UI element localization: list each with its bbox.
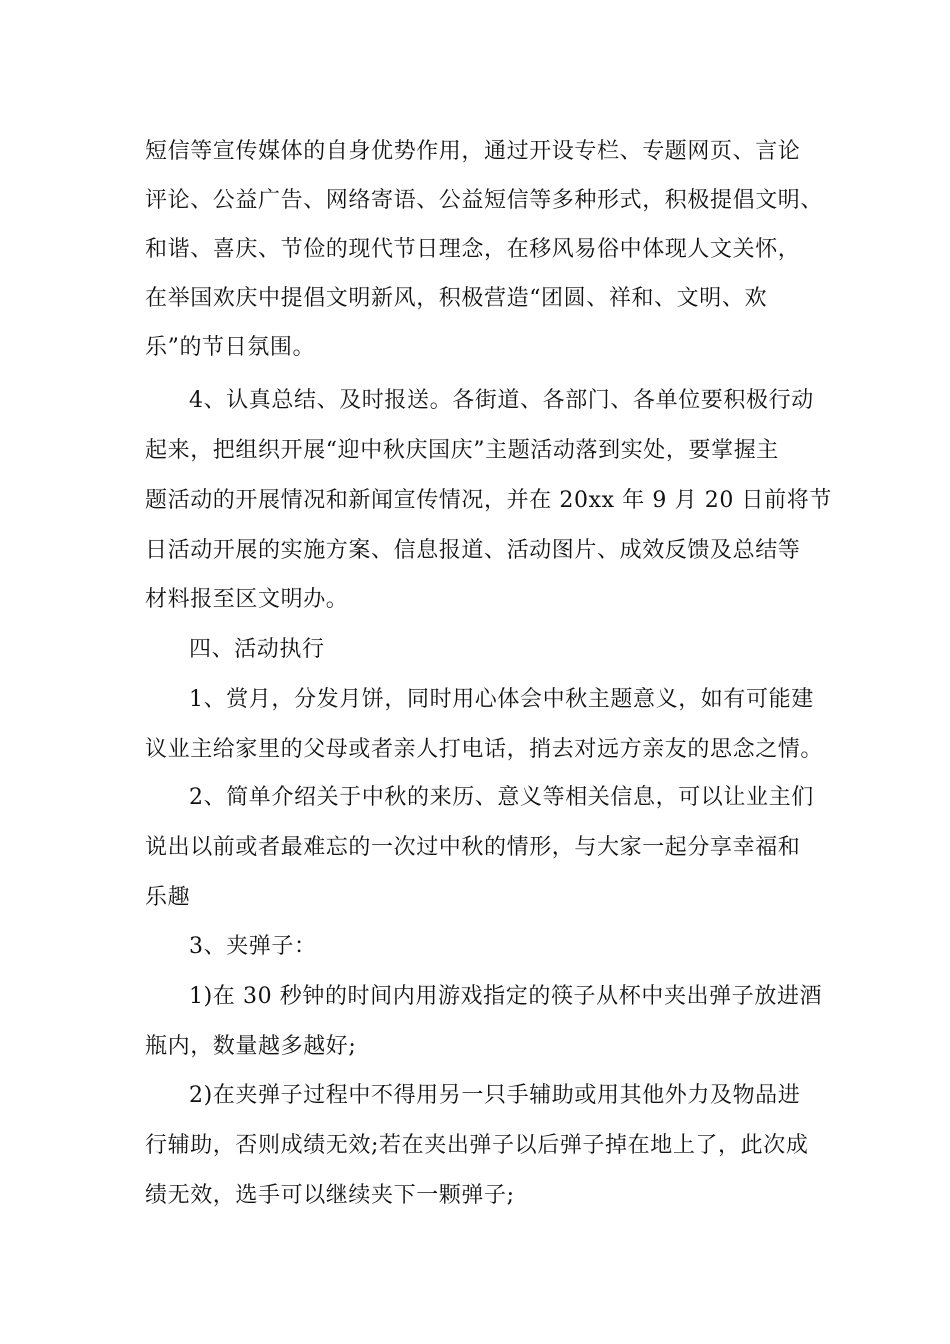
text-line: 1、赏月，分发月饼，同时用心体会中秋主题意义，如有可能建 [189, 687, 814, 712]
text-line: 短信等宣传媒体的自身优势作用，通过开设专栏、专题网页、言论 [145, 139, 801, 164]
text-line: 说出以前或者最难忘的一次过中秋的情形，与大家一起分享幸福和 [145, 835, 801, 860]
text-line: 2、简单介绍关于中秋的来历、意义等相关信息，可以让业主们 [189, 785, 814, 810]
text-line: 3、夹弹子： [189, 934, 317, 959]
text-line: 起来，把组织开展“迎中秋庆国庆”主题活动落到实处，要掌握主 [145, 438, 779, 463]
text-line: 评论、公益广告、网络寄语、公益短信等多种形式，积极提倡文明、 [145, 188, 824, 213]
text-line: 在举国欢庆中提倡文明新风，积极营造“团圆、祥和、文明、欢 [145, 286, 768, 311]
text-line: 绩无效，选手可以继续夹下一颗弹子; [145, 1183, 515, 1208]
text-line: 题活动的开展情况和新闻宣传情况，并在 20xx 年 9 月 20 日前将节 [145, 488, 832, 513]
text-line: 材料报至区文明办。 [145, 587, 349, 612]
section-heading: 四、活动执行 [189, 637, 325, 662]
text-line: 日活动开展的实施方案、信息报道、活动图片、成效反馈及总结等 [145, 538, 801, 563]
text-line: 1)在 30 秒钟的时间内用游戏指定的筷子从杯中夹出弹子放进酒 [189, 984, 823, 1009]
text-line: 4、认真总结、及时报送。各街道、各部门、各单位要积极行动 [189, 388, 814, 413]
text-line: 行辅助，否则成绩无效;若在夹出弹子以后弹子掉在地上了，此次成 [145, 1133, 809, 1158]
text-line: 乐趣 [145, 885, 191, 910]
text-line: 2)在夹弹子过程中不得用另一只手辅助或用其他外力及物品进 [189, 1083, 801, 1108]
text-line: 和谐、喜庆、节俭的现代节日理念，在移风易俗中体现人文关怀， [145, 237, 801, 262]
text-line: 议业主给家里的父母或者亲人打电话，捎去对远方亲友的思念之情。 [145, 737, 824, 762]
text-line: 瓶内，数量越多越好; [145, 1034, 357, 1059]
text-line: 乐”的节日氛围。 [145, 335, 316, 360]
